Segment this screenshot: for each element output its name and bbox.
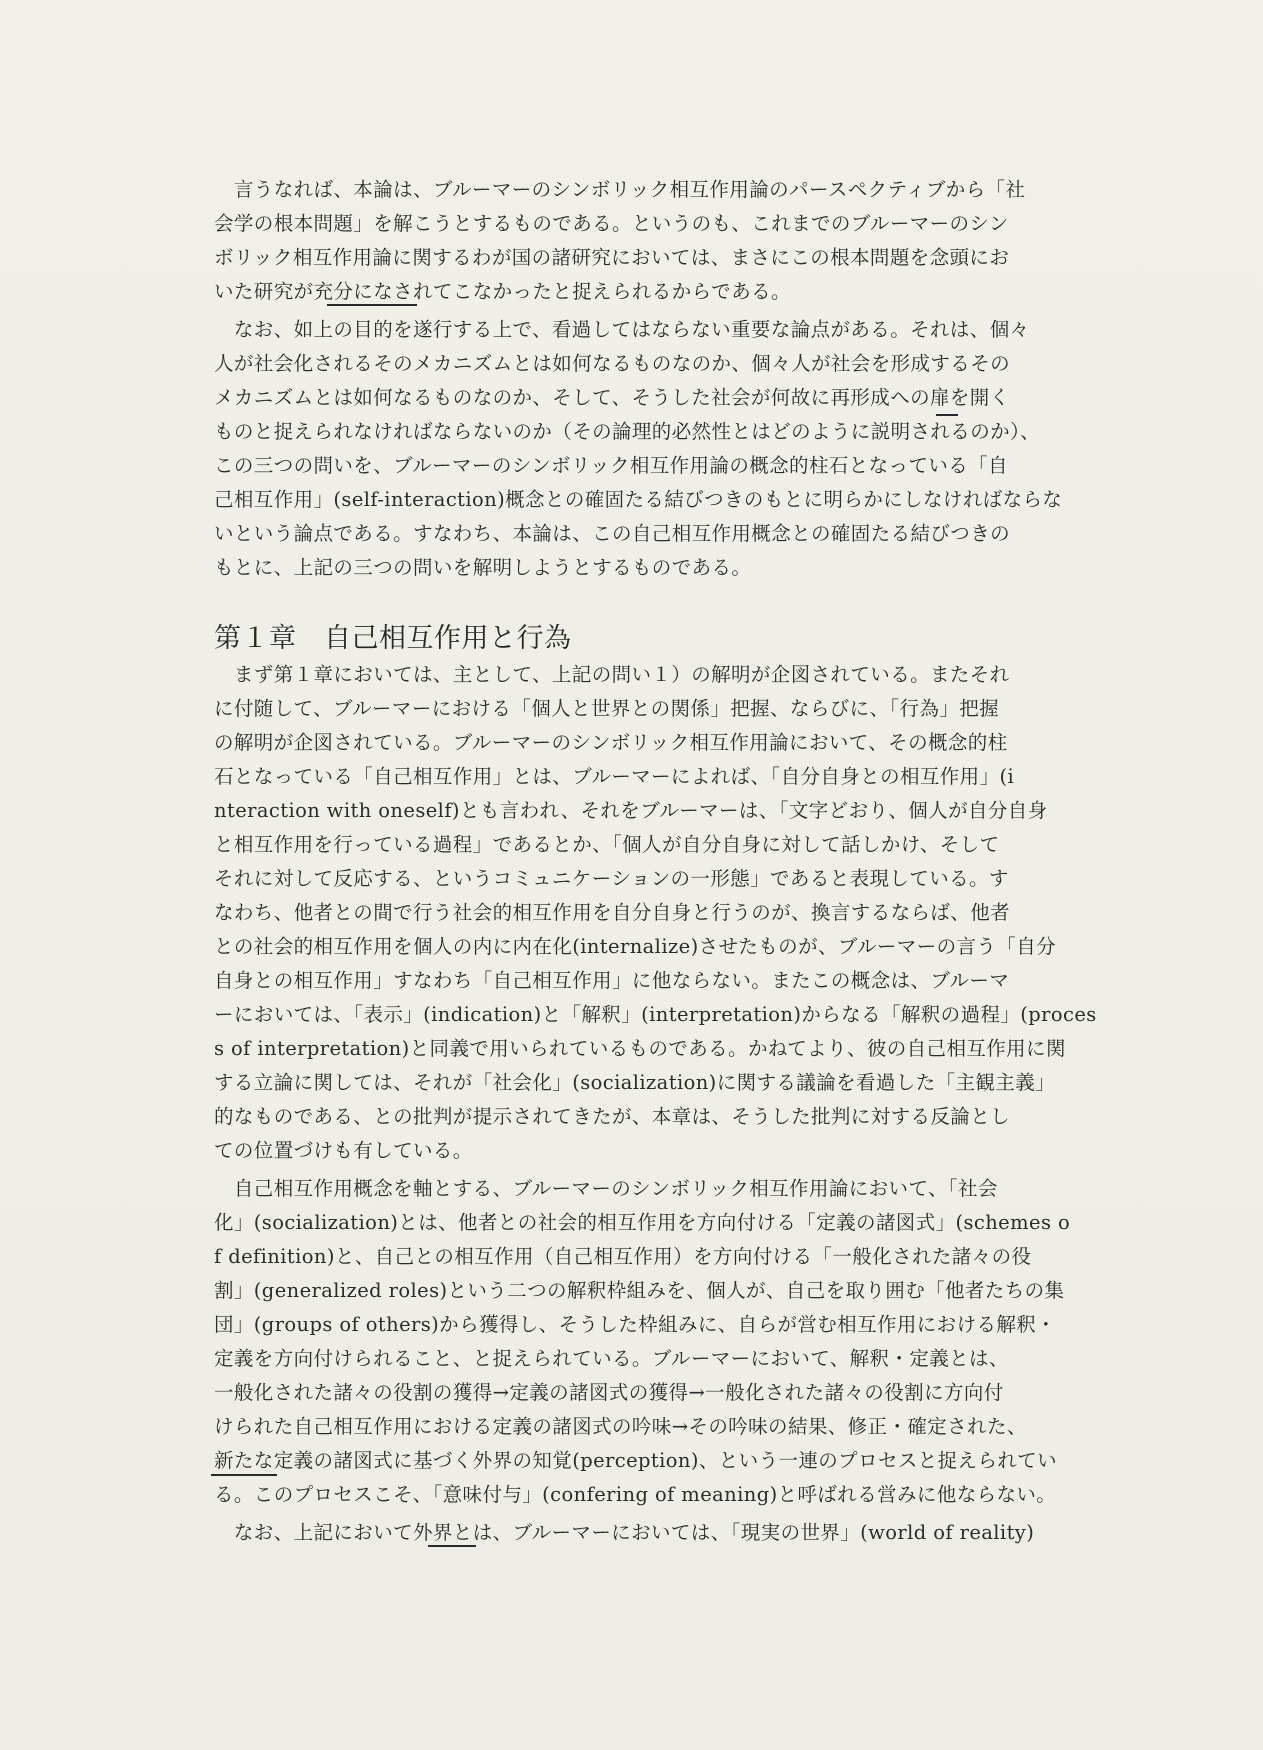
- chapter-line-23: けられた自己相互作用における定義の諸図式の吟味→その吟味の結果、修正・確定された、: [214, 1415, 1027, 1438]
- intro-line-6: 人が社会化されるそのメカニズムとは如何なるものなのか、個々人が社会を形成するその: [214, 352, 1011, 375]
- chapter-line-7: それに対して反応する、というコミュニケーションの一形態」であると表現している。す: [214, 867, 1009, 890]
- chapter-line-22: 一般化された諸々の役割の獲得→定義の諸図式の獲得→一般化された諸々の役割に方向付: [214, 1381, 1004, 1404]
- chapter-line-24: 新たな定義の諸図式に基づく外界の知覚(perception)、という一連のプロセスと捉えられてい: [214, 1449, 1058, 1472]
- pen-underline: [428, 1545, 476, 1547]
- chapter-line-9: との社会的相互作用を個人の内に内在化(internalize)させたものが、ブルーマーの言う「自分: [214, 935, 1057, 958]
- intro-line-8: ものと捉えられなければならないのか（その論理的必然性とはどのように説明されるのか）、: [214, 420, 1041, 443]
- intro-line-4: いた研究が充分になされてこなかったと捉えられるからである。: [214, 280, 791, 303]
- chapter-line-12: s of interpretation)と同義で用いられているものである。かねてより、彼の自己相互作用に関: [214, 1037, 1066, 1060]
- chapter-heading: 第１章 自己相互作用と行為: [214, 623, 572, 654]
- intro-line-11: いという論点である。すなわち、本論は、この自己相互作用概念との確固たる結びつきの: [214, 522, 1011, 545]
- intro-line-7: メカニズムとは如何なるものなのか、そして、そうした社会が何故に再形成への扉を開く: [214, 386, 1010, 409]
- chapter-line-1: まず第１章においては、主として、上記の問い１）の解明が企図されている。またそれ: [214, 663, 1010, 686]
- chapter-line-8: なわち、他者との間で行う社会的相互作用を自分自身と行うのが、換言するならば、他者: [214, 901, 1011, 924]
- chapter-line-13: する立論に関しては、それが「社会化」(socialization)に関する議論を看過した「主観主義」: [214, 1071, 1055, 1094]
- chapter-line-21: 定義を方向付けられること、と捉えられている。ブルーマーにおいて、解釈・定義とは、: [214, 1347, 1009, 1370]
- intro-line-3: ボリック相互作用論に関するわが国の諸研究においては、まさにこの根本問題を念頭にお: [214, 246, 1010, 269]
- chapter-line-15: ての位置づけも有している。: [214, 1139, 473, 1162]
- intro-line-2: 会学の根本問題」を解こうとするものである。というのも、これまでのブルーマーのシン: [214, 212, 1009, 235]
- chapter-line-5: nteraction with oneself)とも言われ、それをブルーマーは、「文字どおり、個人が自分自身: [214, 799, 1048, 822]
- intro-line-10: 己相互作用」(self-interaction)概念との確固たる結びつきのもとに明らかにしなければならな: [214, 488, 1063, 511]
- chapter-line-10: 自身との相互作用」すなわち「自己相互作用」に他ならない。またこの概念は、ブルーマ: [214, 969, 1010, 992]
- chapter-line-20: 団」(groups of others)から獲得し、そうした枠組みに、自らが営む相互作用における解釈・: [214, 1313, 1057, 1336]
- chapter-line-2: に付随して、ブルーマーにおける「個人と世界との関係」把握、ならびに、「行為」把握: [214, 697, 1000, 720]
- chapter-line-11: ーにおいては、「表示」(indication)と「解釈」(interpretation)からなる「解釈の過程」(proces: [214, 1003, 1097, 1026]
- chapter-line-18: f definition)と、自己との相互作用（自己相互作用）を方向付ける「一般化された諸々の役: [214, 1245, 1032, 1268]
- intro-line-5: なお、如上の目的を遂行する上で、看過してはならない重要な論点がある。それは、個々: [214, 318, 1030, 341]
- chapter-line-26: なお、上記において外界とは、ブルーマーにおいては、「現実の世界」(world of reality): [214, 1521, 1035, 1544]
- intro-line-1: 言うなれば、本論は、ブルーマーのシンボリック相互作用論のパースペクティブから「社: [214, 178, 1026, 201]
- chapter-line-25: る。このプロセスこそ、「意味付与」(confering of meaning)と呼ばれる営みに他ならない。: [214, 1483, 1057, 1506]
- chapter-line-17: 化」(socialization)とは、他者との社会的相互作用を方向付ける「定義の諸図式」(schemes o: [214, 1211, 1071, 1234]
- chapter-line-19: 割」(generalized roles)という二つの解釈枠組みを、個人が、自己を取り囲む「他者たちの集: [214, 1279, 1065, 1302]
- pen-underline: [327, 304, 417, 306]
- chapter-line-4: 石となっている「自己相互作用」とは、ブルーマーによれば、「自分自身との相互作用」(i: [214, 765, 1015, 788]
- chapter-line-6: と相互作用を行っている過程」であるとか、「個人が自分自身に対して話しかけ、そして: [214, 833, 1000, 856]
- intro-line-12: もとに、上記の三つの問いを解明しようとするものである。: [214, 556, 752, 579]
- chapter-line-14: 的なものである、との批判が提示されてきたが、本章は、そうした批判に対する反論とし: [214, 1105, 1011, 1128]
- pen-underline: [936, 414, 958, 416]
- pen-underline: [211, 1474, 277, 1476]
- chapter-line-3: の解明が企図されている。ブルーマーのシンボリック相互作用論において、その概念的柱: [214, 731, 1008, 754]
- chapter-line-16: 自己相互作用概念を軸とする、ブルーマーのシンボリック相互作用論において、「社会: [214, 1177, 998, 1200]
- intro-line-9: この三つの問いを、ブルーマーのシンボリック相互作用論の概念的柱石となっている「自: [214, 454, 1008, 477]
